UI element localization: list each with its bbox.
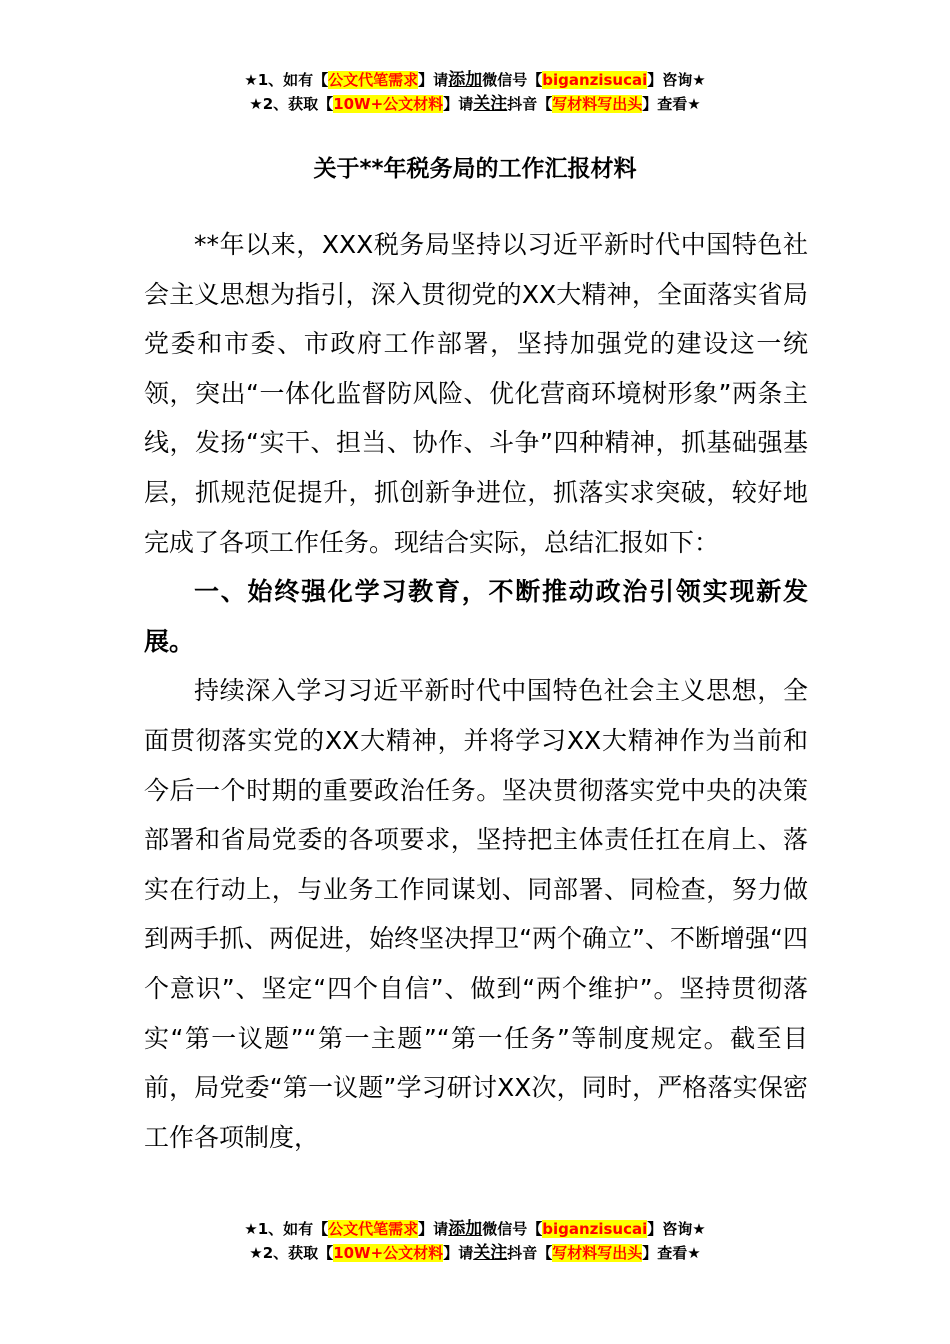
banner-douyin-id: 写材料写出头 [552,1244,643,1262]
section-heading: 一、始终强化学习教育，不断推动政治引领实现新发展。 [144,577,808,656]
document-title: 关于**年税务局的工作汇报材料 [313,156,637,182]
banner-line-1 [0,1217,950,1241]
banner-line-1 [0,68,950,92]
banner-text: ★1、如有【 [244,1220,329,1238]
banner-text: 】请 [443,1244,474,1262]
banner-highlight: 10W+公文材料 [333,95,444,113]
document-body [144,220,808,1162]
banner-highlight: 公文代笔需求 [328,71,419,89]
header-ad-banner [0,68,950,116]
banner-text: 】请 [443,95,474,113]
banner-text: ★2、获取【 [249,95,334,113]
banner-text: 】请 [418,71,449,89]
banner-underline: 关注 [473,1243,508,1263]
footer-ad-banner [0,1217,950,1265]
body-paragraph: 持续深入学习习近平新时代中国特色社会主义思想，全面贯彻落实党的XX大精神，并将学习XX大精神作为当前和今后一个时期的重要政治任务。坚决贯彻落实党中央的决策部署和省局党委的各项要求，坚持把主体责任扛在肩上、落实在行动上，与业务工作同谋划、同部署、同检查，努力做到两手抓、两促进，始终坚决捍卫“两个确立”、不断增强“四个意识”、坚定“四个自信”、做到“两个维护”。坚持贯彻落实“第一议题”“第一主题”“第一任务”等制度规定。截至目前，局党委“第一议题”学习研讨XX次，同时，严格落实保密工作各项制度， [144,676,808,1152]
banner-text: 】咨询★ [647,71,706,89]
banner-text: 】请 [418,1220,449,1238]
banner-underline: 添加 [448,70,483,90]
banner-wechat-id: biganzisucai [542,71,648,89]
banner-text: 】查看★ [642,1244,701,1262]
banner-text: 抖音【 [507,95,553,113]
banner-underline: 关注 [473,94,508,114]
banner-highlight: 公文代笔需求 [328,1220,419,1238]
banner-text: 微信号【 [482,71,543,89]
banner-text: ★1、如有【 [244,71,329,89]
banner-highlight: 10W+公文材料 [333,1244,444,1262]
intro-paragraph: **年以来，XXX税务局坚持以习近平新时代中国特色社会主义思想为指引，深入贯彻党的XX大精神，全面落实省局党委和市委、市政府工作部署，坚持加强党的建设这一统领，突出“一体化监督防风险、优化营商环境树形象”两条主线，发扬“实干、担当、协作、斗争”四种精神，抓基础强基层，抓规范促提升，抓创新争进位，抓落实求突破，较好地完成了各项工作任务。现结合实际，总结汇报如下： [144,230,808,557]
banner-text: 微信号【 [482,1220,543,1238]
banner-line-2 [0,1241,950,1265]
banner-text: ★2、获取【 [249,1244,334,1262]
banner-text: 】咨询★ [647,1220,706,1238]
banner-underline: 添加 [448,1219,483,1239]
banner-douyin-id: 写材料写出头 [552,95,643,113]
banner-text: 抖音【 [507,1244,553,1262]
banner-wechat-id: biganzisucai [542,1220,648,1238]
banner-line-2 [0,92,950,116]
banner-text: 】查看★ [642,95,701,113]
